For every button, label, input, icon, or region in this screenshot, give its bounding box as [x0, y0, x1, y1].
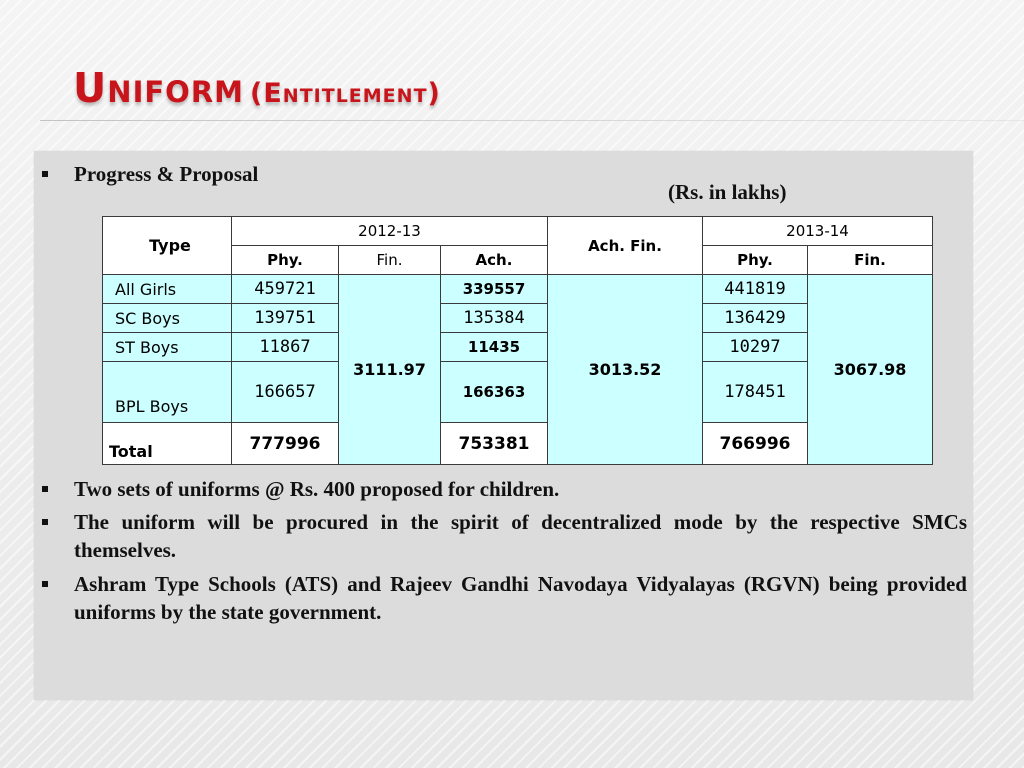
cell-phy-2013: 136429 [703, 304, 808, 333]
col-fin-2012-header: Fin. [339, 246, 441, 275]
col-phy-2012-header: Phy. [232, 246, 339, 275]
square-bullet-icon [42, 486, 48, 492]
cell-ach-2012: 135384 [441, 304, 548, 333]
title-divider [40, 120, 1024, 121]
cell-ach-fin-2012: 3013.52 [548, 275, 703, 465]
bullet-text: Progress & Proposal [74, 162, 259, 186]
col-year1-header: 2012-13 [232, 217, 548, 246]
bullet-text: Ashram Type Schools (ATS) and Rajeev Gandhi Navodaya Vidyalayas (RGVN) being provided uniforms by the state government. [74, 572, 967, 624]
cell-fin-2012: 3111.97 [339, 275, 441, 465]
cell-ach-2012: 11435 [441, 333, 548, 362]
col-ach-fin-header: Ach. Fin. [548, 217, 703, 275]
cell-phy-2012: 11867 [232, 333, 339, 362]
bullet-text: Two sets of uniforms @ Rs. 400 proposed for children. [74, 477, 560, 501]
cell-ach-2012: 166363 [441, 362, 548, 423]
col-ach-2012-header: Ach. [441, 246, 548, 275]
cell-phy-2012: 139751 [232, 304, 339, 333]
row-type: SC Boys [103, 304, 232, 333]
table-header-row [103, 217, 933, 246]
cell-phy-2013: 441819 [703, 275, 808, 304]
bullet-item [42, 475, 967, 503]
cell-phy-2013-total: 766996 [703, 423, 808, 465]
title-main: Uniform [73, 64, 245, 112]
col-type-header: Type [103, 217, 232, 275]
cell-ach-2012: 339557 [441, 275, 548, 304]
row-type-total: Total [103, 423, 232, 465]
bullet-item [42, 570, 967, 626]
slide-title [73, 62, 441, 120]
uniform-table [102, 216, 933, 465]
table-row [103, 275, 933, 304]
cell-phy-2012: 166657 [232, 362, 339, 423]
square-bullet-icon [42, 171, 48, 177]
row-type: BPL Boys [103, 362, 232, 423]
col-year2-header: 2013-14 [703, 217, 933, 246]
col-fin-2013-header: Fin. [808, 246, 933, 275]
cell-phy-2013: 10297 [703, 333, 808, 362]
cell-phy-2012: 459721 [232, 275, 339, 304]
title-sub: (Entitlement) [250, 78, 441, 109]
cell-ach-2012-total: 753381 [441, 423, 548, 465]
bullet-item [42, 508, 967, 564]
square-bullet-icon [42, 519, 48, 525]
bullet-text: The uniform will be procured in the spirit of decentralized mode by the respective SMCs themselves. [74, 510, 967, 562]
unit-note: (Rs. in lakhs) [668, 180, 787, 204]
row-type: All Girls [103, 275, 232, 304]
cell-phy-2013: 178451 [703, 362, 808, 423]
row-type: ST Boys [103, 333, 232, 362]
cell-fin-2013: 3067.98 [808, 275, 933, 465]
square-bullet-icon [42, 581, 48, 587]
col-phy-2013-header: Phy. [703, 246, 808, 275]
cell-phy-2012-total: 777996 [232, 423, 339, 465]
bullet-progress [42, 160, 442, 188]
